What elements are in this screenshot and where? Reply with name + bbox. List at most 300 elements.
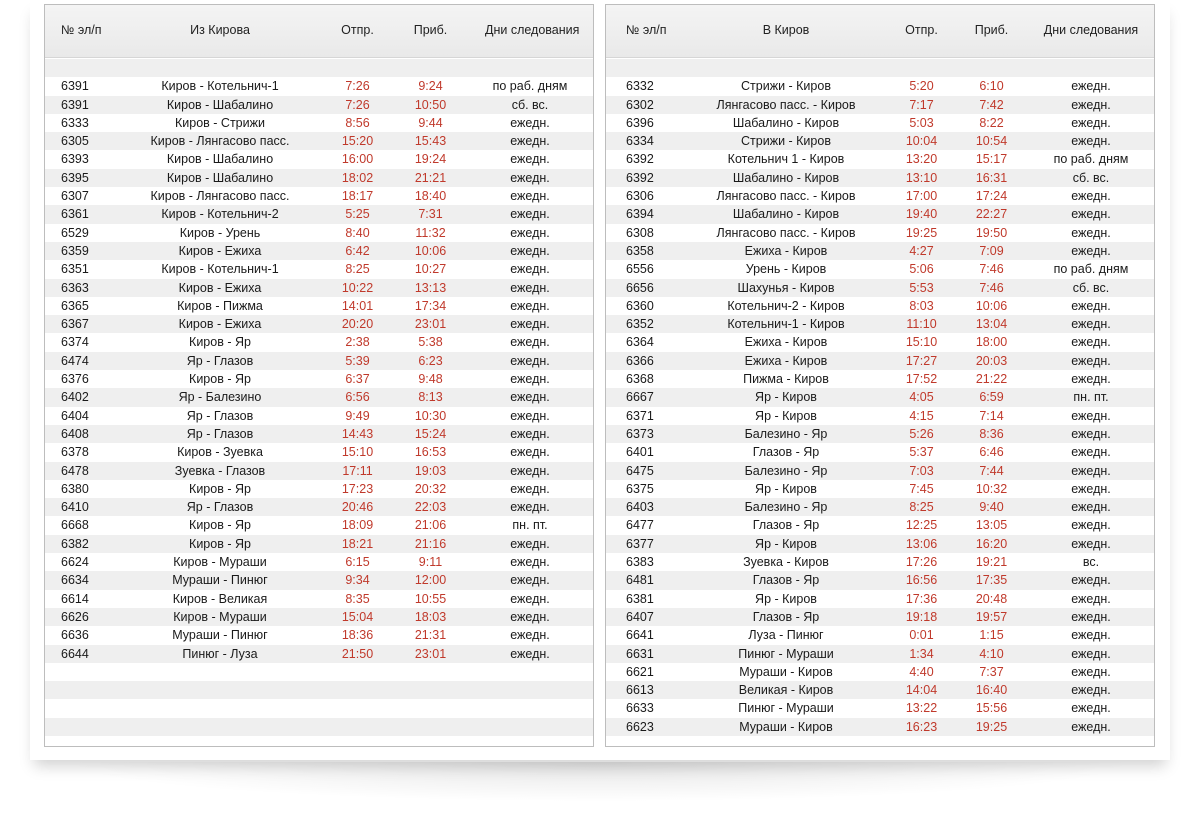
table-row: [45, 498, 593, 516]
route-cell: Киров - Яр: [189, 335, 251, 350]
days-cell: по раб. дням: [1053, 152, 1129, 167]
route-cell: Пижма - Киров: [743, 372, 829, 387]
train-number-cell: 6364: [626, 335, 654, 350]
table-row: [45, 59, 593, 77]
arrival-time-cell: 15:56: [975, 701, 1008, 716]
train-number-cell: 6394: [626, 207, 654, 222]
departure-time-cell: 13:22: [905, 701, 938, 716]
route-cell: Балезино - Яр: [744, 500, 828, 515]
arrival-time-cell: 20:03: [975, 353, 1008, 368]
days-cell: ежедн.: [510, 445, 550, 460]
days-cell: ежедн.: [510, 609, 550, 624]
days-cell: ежедн.: [510, 134, 550, 149]
route-cell: Балезино - Яр: [744, 463, 828, 478]
departure-time-cell: 17:23: [341, 481, 374, 496]
table-row: [45, 96, 593, 114]
table-row: [45, 608, 593, 626]
table-row: [606, 315, 1154, 333]
route-cell: Киров - Яр: [189, 518, 251, 533]
route-cell: Яр - Киров: [755, 536, 817, 551]
days-cell: ежедн.: [1071, 372, 1111, 387]
table-row: [45, 370, 593, 388]
table-row: [45, 699, 593, 717]
table-row: [45, 626, 593, 644]
train-number-cell: 6374: [61, 335, 89, 350]
table-row: [45, 150, 593, 168]
departure-time-cell: 14:01: [341, 298, 374, 313]
train-number-cell: 6667: [626, 390, 654, 405]
days-cell: ежедн.: [510, 353, 550, 368]
arrival-time-cell: 15:24: [414, 426, 447, 441]
table-row: [45, 187, 593, 205]
days-cell: ежедн.: [510, 262, 550, 277]
train-number-cell: 6361: [61, 207, 89, 222]
train-number-cell: 6305: [61, 134, 89, 149]
table-row: [606, 645, 1154, 663]
table-row: [606, 187, 1154, 205]
table-row: [606, 77, 1154, 95]
route-cell: Котельнич 1 - Киров: [727, 152, 845, 167]
table-row: [606, 425, 1154, 443]
train-number-cell: 6474: [61, 353, 89, 368]
arrival-time-cell: 9:40: [979, 500, 1004, 515]
days-cell: по раб. дням: [492, 79, 568, 94]
departure-time-cell: 17:27: [905, 353, 938, 368]
route-cell: Шабалино - Киров: [732, 170, 840, 185]
sheet-shadow: [60, 762, 1140, 802]
train-number-cell: 6644: [61, 646, 89, 661]
days-cell: ежедн.: [1071, 646, 1111, 661]
table-row: [45, 315, 593, 333]
arrival-time-cell: 18:40: [414, 189, 447, 204]
train-number-cell: 6381: [626, 591, 654, 606]
arrival-time-cell: 9:44: [418, 115, 443, 130]
departure-time-cell: 8:03: [909, 298, 934, 313]
table-row: [45, 224, 593, 242]
header-arrival: Приб.: [974, 23, 1009, 37]
route-cell: Ежиха - Киров: [744, 353, 828, 368]
departure-time-cell: 19:18: [905, 609, 938, 624]
train-number-cell: 6396: [626, 115, 654, 130]
route-cell: Глазов - Яр: [752, 609, 820, 624]
train-number-cell: 6351: [61, 262, 89, 277]
days-cell: ежедн.: [1071, 518, 1111, 533]
arrival-time-cell: 7:46: [979, 262, 1004, 277]
route-cell: Шахунья - Киров: [737, 280, 835, 295]
route-cell: Стрижи - Киров: [741, 79, 831, 94]
departure-time-cell: 18:21: [341, 536, 374, 551]
days-cell: ежедн.: [510, 243, 550, 258]
arrival-time-cell: 5:38: [418, 335, 443, 350]
arrival-time-cell: 13:13: [414, 280, 447, 295]
departure-time-cell: 4:40: [909, 664, 934, 679]
train-number-cell: 6302: [626, 97, 654, 112]
route-cell: Яр - Глазов: [186, 426, 254, 441]
days-cell: ежедн.: [510, 573, 550, 588]
table-row: [45, 645, 593, 663]
departure-time-cell: 17:52: [905, 372, 938, 387]
train-number-cell: 6641: [626, 628, 654, 643]
departure-time-cell: 9:34: [345, 573, 370, 588]
days-cell: ежедн.: [1071, 591, 1111, 606]
arrival-time-cell: 9:48: [418, 372, 443, 387]
departure-time-cell: 15:04: [341, 609, 374, 624]
departure-time-cell: 20:46: [341, 500, 374, 515]
table-row: [606, 663, 1154, 681]
arrival-time-cell: 8:22: [979, 115, 1004, 130]
table-row: [606, 407, 1154, 425]
train-number-cell: 6376: [61, 372, 89, 387]
train-number-cell: 6382: [61, 536, 89, 551]
days-cell: ежедн.: [1071, 609, 1111, 624]
table-row: [45, 425, 593, 443]
route-cell: Киров - Ежиха: [178, 317, 262, 332]
arrival-time-cell: 6:23: [418, 353, 443, 368]
days-cell: ежедн.: [1071, 536, 1111, 551]
train-number-cell: 6368: [626, 372, 654, 387]
arrival-time-cell: 7:37: [979, 664, 1004, 679]
departure-time-cell: 14:04: [905, 683, 938, 698]
days-cell: ежедн.: [510, 298, 550, 313]
arrival-time-cell: 21:22: [975, 372, 1008, 387]
arrival-time-cell: 10:54: [975, 134, 1008, 149]
days-cell: ежедн.: [1071, 445, 1111, 460]
table-row: [606, 224, 1154, 242]
days-cell: ежедн.: [510, 536, 550, 551]
route-cell: Киров - Мураши: [173, 555, 267, 570]
route-cell: Киров - Шабалино: [166, 97, 274, 112]
header-num: № эл/п: [61, 23, 102, 37]
table-row: [45, 681, 593, 699]
departure-time-cell: 1:34: [909, 646, 934, 661]
departure-time-cell: 16:00: [341, 152, 374, 167]
departure-time-cell: 5:53: [909, 280, 934, 295]
days-cell: ежедн.: [1071, 628, 1111, 643]
departure-time-cell: 8:25: [909, 500, 934, 515]
arrival-time-cell: 6:59: [979, 390, 1004, 405]
train-number-cell: 6636: [61, 628, 89, 643]
table-row: [606, 297, 1154, 315]
departure-time-cell: 8:56: [345, 115, 370, 130]
route-cell: Пинюг - Луза: [182, 646, 258, 661]
train-number-cell: 6332: [626, 79, 654, 94]
table-row: [606, 242, 1154, 260]
table-row: [606, 205, 1154, 223]
departure-time-cell: 8:40: [345, 225, 370, 240]
table-row: [606, 480, 1154, 498]
departure-time-cell: 17:36: [905, 591, 938, 606]
days-cell: сб. вс.: [1072, 170, 1110, 185]
table-row: [606, 132, 1154, 150]
train-number-cell: 6358: [626, 243, 654, 258]
arrival-time-cell: 10:27: [414, 262, 447, 277]
departure-time-cell: 8:35: [345, 591, 370, 606]
arrival-time-cell: 7:46: [979, 280, 1004, 295]
arrival-time-cell: 21:21: [414, 170, 447, 185]
route-cell: Киров - Великая: [172, 591, 268, 606]
route-cell: Мураши - Киров: [739, 664, 833, 679]
train-number-cell: 6401: [626, 445, 654, 460]
train-number-cell: 6392: [626, 170, 654, 185]
table-row: [45, 114, 593, 132]
arrival-time-cell: 21:31: [414, 628, 447, 643]
route-cell: Котельнич-2 - Киров: [727, 298, 845, 313]
train-number-cell: 6395: [61, 170, 89, 185]
arrival-time-cell: 13:05: [975, 518, 1008, 533]
days-cell: ежедн.: [510, 189, 550, 204]
arrival-time-cell: 10:06: [414, 243, 447, 258]
route-cell: Киров - Зуевка: [177, 445, 263, 460]
route-cell: Лянгасово пасс. - Киров: [716, 97, 856, 112]
departure-time-cell: 6:56: [345, 390, 370, 405]
days-cell: ежедн.: [1071, 719, 1111, 734]
departure-time-cell: 10:04: [905, 134, 938, 149]
days-cell: ежедн.: [1071, 317, 1111, 332]
train-number-cell: 6306: [626, 189, 654, 204]
route-cell: Киров - Пижма: [177, 298, 263, 313]
header-departure: Отпр.: [905, 23, 938, 37]
arrival-time-cell: 22:03: [414, 500, 447, 515]
arrival-time-cell: 21:06: [414, 518, 447, 533]
route-cell: Яр - Глазов: [186, 353, 254, 368]
arrival-time-cell: 7:14: [979, 408, 1004, 423]
arrival-time-cell: 7:31: [418, 207, 443, 222]
days-cell: ежедн.: [1071, 426, 1111, 441]
train-number-cell: 6404: [61, 408, 89, 423]
train-number-cell: 6475: [626, 463, 654, 478]
route-cell: Глазов - Яр: [752, 573, 820, 588]
days-cell: ежедн.: [510, 372, 550, 387]
days-cell: ежедн.: [510, 170, 550, 185]
train-number-cell: 6308: [626, 225, 654, 240]
arrival-time-cell: 19:25: [975, 719, 1008, 734]
table-row: [606, 279, 1154, 297]
table-row: [606, 462, 1154, 480]
route-cell: Великая - Киров: [738, 683, 834, 698]
arrival-time-cell: 16:53: [414, 445, 447, 460]
days-cell: ежедн.: [510, 225, 550, 240]
arrival-time-cell: 12:00: [414, 573, 447, 588]
days-cell: ежедн.: [510, 500, 550, 515]
departure-time-cell: 5:39: [345, 353, 370, 368]
route-cell: Глазов - Яр: [752, 518, 820, 533]
train-number-cell: 6634: [61, 573, 89, 588]
train-number-cell: 6359: [61, 243, 89, 258]
route-cell: Стрижи - Киров: [741, 134, 831, 149]
table-row: [45, 333, 593, 351]
table-row: [45, 260, 593, 278]
header-days: Дни следования: [485, 23, 580, 37]
departure-time-cell: 5:25: [345, 207, 370, 222]
header-days: Дни следования: [1043, 23, 1139, 37]
train-number-cell: 6360: [626, 298, 654, 313]
route-cell: Киров - Котельнич-1: [161, 79, 279, 94]
table-row: [606, 260, 1154, 278]
days-cell: ежедн.: [1071, 335, 1111, 350]
route-cell: Киров - Лянгасово пасс.: [150, 134, 290, 149]
days-cell: ежедн.: [1071, 481, 1111, 496]
days-cell: ежедн.: [510, 317, 550, 332]
table-row: [606, 443, 1154, 461]
route-cell: Киров - Лянгасово пасс.: [150, 189, 290, 204]
departure-time-cell: 17:00: [905, 189, 938, 204]
departure-time-cell: 18:17: [341, 189, 374, 204]
route-cell: Киров - Котельнич-1: [161, 262, 279, 277]
header-route: Из Кирова: [190, 23, 250, 37]
table-row: [45, 462, 593, 480]
arrival-time-cell: 10:50: [414, 97, 447, 112]
departure-time-cell: 5:20: [909, 79, 934, 94]
from-kirov-rows: [45, 59, 593, 747]
departure-time-cell: 13:20: [905, 152, 938, 167]
arrival-time-cell: 10:06: [975, 298, 1008, 313]
route-cell: Яр - Балезино: [178, 390, 262, 405]
days-cell: сб. вс.: [1072, 280, 1110, 295]
table-row: [606, 169, 1154, 187]
table-row: [45, 590, 593, 608]
days-cell: ежедн.: [1071, 463, 1111, 478]
train-number-cell: 6402: [61, 390, 89, 405]
route-cell: Ежиха - Киров: [744, 243, 828, 258]
days-cell: ежедн.: [1071, 115, 1111, 130]
route-cell: Яр - Киров: [755, 481, 817, 496]
to-kirov-rows: [606, 59, 1154, 747]
arrival-time-cell: 7:44: [979, 463, 1004, 478]
departure-time-cell: 4:27: [909, 243, 934, 258]
days-cell: ежедн.: [1071, 353, 1111, 368]
departure-time-cell: 16:56: [905, 573, 938, 588]
days-cell: ежедн.: [510, 115, 550, 130]
train-number-cell: 6407: [626, 609, 654, 624]
departure-time-cell: 5:26: [909, 426, 934, 441]
days-cell: ежедн.: [1071, 664, 1111, 679]
train-number-cell: 6623: [626, 719, 654, 734]
days-cell: ежедн.: [1071, 408, 1111, 423]
table-row: [45, 480, 593, 498]
route-cell: Киров - Ежиха: [178, 243, 262, 258]
table-row: [606, 59, 1154, 77]
train-number-cell: 6556: [626, 262, 654, 277]
arrival-time-cell: 19:03: [414, 463, 447, 478]
table-row: [45, 718, 593, 736]
route-cell: Мураши - Пинюг: [172, 573, 268, 588]
departure-time-cell: 5:03: [909, 115, 934, 130]
route-cell: Киров - Шабалино: [166, 152, 274, 167]
train-number-cell: 6529: [61, 225, 89, 240]
days-cell: ежедн.: [510, 152, 550, 167]
arrival-time-cell: 9:24: [418, 79, 443, 94]
train-number-cell: 6624: [61, 555, 89, 570]
departure-time-cell: 5:06: [909, 262, 934, 277]
train-number-cell: 6380: [61, 481, 89, 496]
train-number-cell: 6403: [626, 500, 654, 515]
train-number-cell: 6393: [61, 152, 89, 167]
route-cell: Яр - Киров: [755, 591, 817, 606]
train-number-cell: 6391: [61, 79, 89, 94]
departure-time-cell: 11:10: [906, 317, 937, 332]
days-cell: ежедн.: [510, 481, 550, 496]
arrival-time-cell: 8:36: [979, 426, 1004, 441]
table-row: [606, 571, 1154, 589]
departure-time-cell: 0:01: [909, 628, 934, 643]
train-number-cell: 6477: [626, 518, 654, 533]
arrival-time-cell: 10:30: [414, 408, 447, 423]
route-cell: Киров - Шабалино: [166, 170, 274, 185]
route-cell: Киров - Яр: [189, 481, 251, 496]
departure-time-cell: 7:03: [909, 463, 934, 478]
days-cell: ежедн.: [1071, 683, 1111, 698]
days-cell: ежедн.: [510, 426, 550, 441]
arrival-time-cell: 15:43: [414, 134, 447, 149]
train-number-cell: 6478: [61, 463, 89, 478]
train-number-cell: 6626: [61, 609, 89, 624]
arrival-time-cell: 19:57: [975, 609, 1008, 624]
route-cell: Балезино - Яр: [744, 426, 828, 441]
table-row: [606, 608, 1154, 626]
to-kirov-table: [605, 4, 1155, 747]
route-cell: Яр - Киров: [755, 390, 817, 405]
arrival-time-cell: 23:01: [414, 646, 447, 661]
days-cell: ежедн.: [510, 280, 550, 295]
arrival-time-cell: 16:31: [975, 170, 1008, 185]
departure-time-cell: 7:26: [345, 79, 370, 94]
days-cell: по раб. дням: [1053, 262, 1129, 277]
arrival-time-cell: 11:32: [415, 225, 446, 240]
departure-time-cell: 15:10: [905, 335, 938, 350]
train-number-cell: 6333: [61, 115, 89, 130]
departure-time-cell: 13:10: [905, 170, 938, 185]
train-number-cell: 6366: [626, 353, 654, 368]
days-cell: вс.: [1082, 555, 1100, 570]
route-cell: Луза - Пинюг: [748, 628, 824, 643]
arrival-time-cell: 18:00: [975, 335, 1008, 350]
table-row: [45, 388, 593, 406]
train-number-cell: 6367: [61, 317, 89, 332]
arrival-time-cell: 16:20: [975, 536, 1008, 551]
route-cell: Шабалино - Киров: [732, 115, 840, 130]
departure-time-cell: 4:05: [909, 390, 934, 405]
route-cell: Киров - Мураши: [173, 609, 267, 624]
departure-time-cell: 18:09: [341, 518, 374, 533]
departure-time-cell: 2:38: [345, 335, 370, 350]
departure-time-cell: 15:10: [341, 445, 374, 460]
train-number-cell: 6613: [626, 683, 654, 698]
train-number-cell: 6307: [61, 189, 89, 204]
days-cell: ежедн.: [1071, 573, 1111, 588]
train-number-cell: 6408: [61, 426, 89, 441]
train-number-cell: 6383: [626, 555, 654, 570]
table-row: [45, 169, 593, 187]
days-cell: ежедн.: [1071, 701, 1111, 716]
departure-time-cell: 8:25: [345, 262, 370, 277]
arrival-time-cell: 17:34: [414, 298, 447, 313]
arrival-time-cell: 1:15: [979, 628, 1004, 643]
train-number-cell: 6363: [61, 280, 89, 295]
departure-time-cell: 18:36: [341, 628, 374, 643]
route-cell: Яр - Киров: [755, 408, 817, 423]
table-row: [45, 535, 593, 553]
days-cell: ежедн.: [510, 207, 550, 222]
departure-time-cell: 6:37: [345, 372, 370, 387]
departure-time-cell: 4:15: [909, 408, 934, 423]
days-cell: ежедн.: [1071, 97, 1111, 112]
departure-time-cell: 19:40: [905, 207, 938, 222]
table-row: [45, 736, 593, 747]
days-cell: ежедн.: [1071, 243, 1111, 258]
header-arrival: Приб.: [413, 23, 448, 37]
departure-time-cell: 21:50: [341, 646, 374, 661]
days-cell: ежедн.: [510, 555, 550, 570]
